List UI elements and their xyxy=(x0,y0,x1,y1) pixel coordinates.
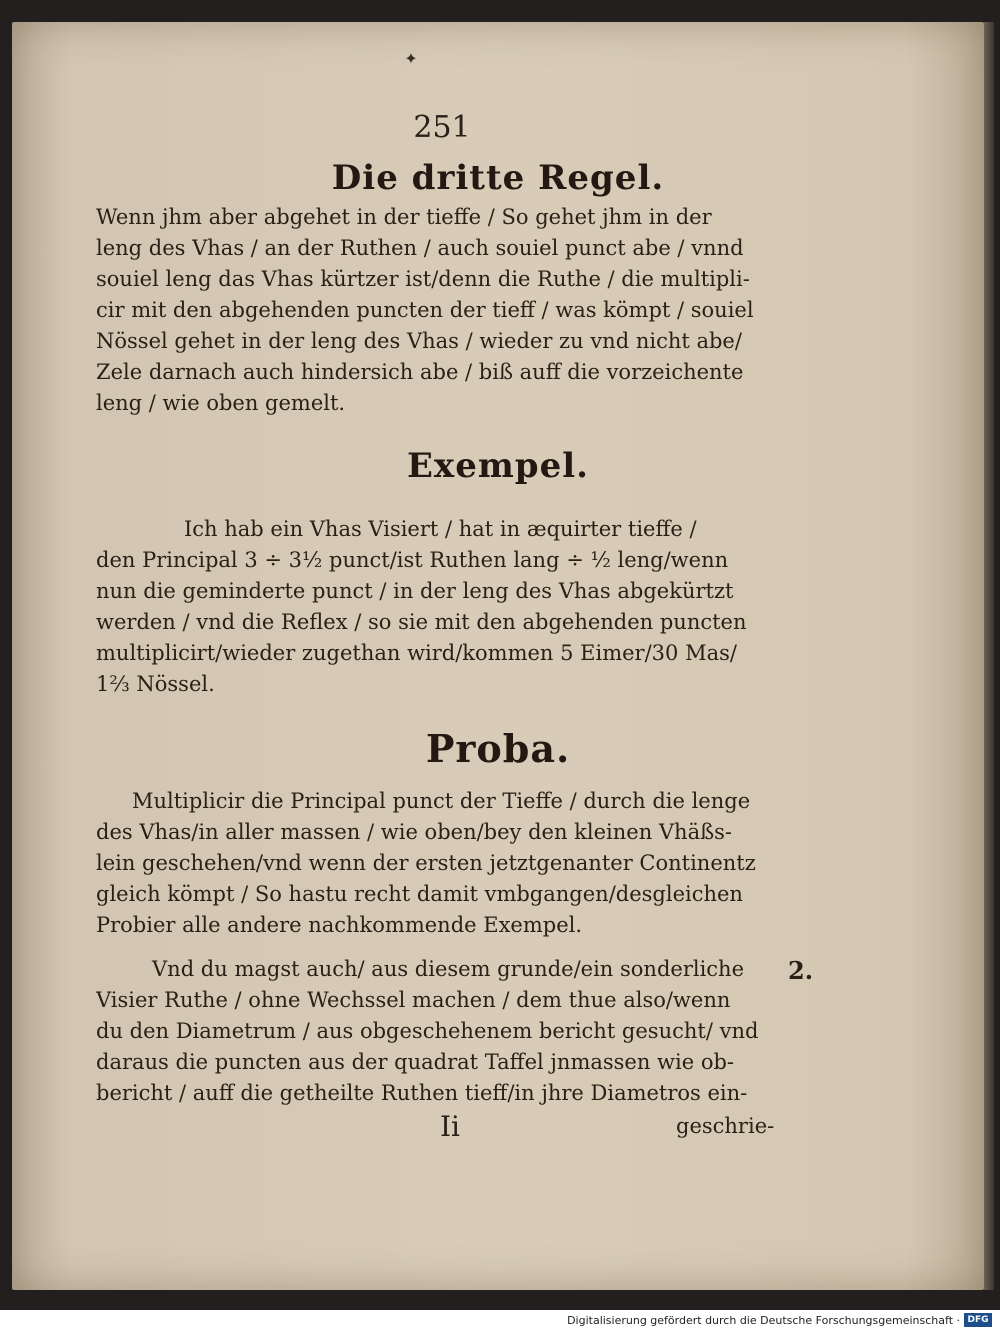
page-number: 251 xyxy=(413,110,471,145)
footer-credit: Digitalisierung gefördert durch die Deutsche Forschungsgemeinschaft · xyxy=(567,1314,960,1327)
catchword: geschrie- xyxy=(676,1114,775,1138)
text-line: Visier Ruthe / ohne Wechssel machen / dem thue also/wenn xyxy=(96,988,731,1012)
text-line: cir mit den abgehenden puncten der tieff / was kömpt / souiel xyxy=(96,298,754,322)
text-line: souiel leng das Vhas kürtzer ist/denn die Ruthe / die multipli- xyxy=(96,267,750,291)
heading-exempel: Exempel. xyxy=(407,446,589,486)
paragraph-1 xyxy=(96,202,776,419)
text-line: 1⅔ Nössel. xyxy=(96,672,215,696)
text-line: nun die geminderte punct / in der leng des Vhas abgekürtzt xyxy=(96,579,734,603)
dfg-logo-icon: DFG xyxy=(964,1313,992,1327)
text-line: werden / vnd die Reflex / so sie mit den abgehenden puncten xyxy=(96,610,747,634)
text-line: den Principal 3 ÷ 3½ punct/ist Ruthen lang ÷ ½ leng/wenn xyxy=(96,548,729,572)
text-line: leng des Vhas / an der Ruthen / auch souiel punct abe / vnnd xyxy=(96,236,744,260)
heading-proba: Proba. xyxy=(425,726,571,771)
page-edge xyxy=(984,22,994,1290)
text-line: lein geschehen/vnd wenn der ersten jetztgenanter Continentz xyxy=(96,851,756,875)
text-line: Zele darnach auch hindersich abe / biß auff die vorzeichente xyxy=(96,360,744,384)
text-line: leng / wie oben gemelt. xyxy=(96,391,346,415)
signature-mark: Ii xyxy=(440,1110,461,1143)
text-line: Multiplicir die Principal punct der Tieffe / durch die lenge xyxy=(132,789,751,813)
text-line: Nössel gehet in der leng des Vhas / wieder zu vnd nicht abe/ xyxy=(96,329,742,353)
text-line: bericht / auff die getheilte Ruthen tieff/in jhre Diametros ein- xyxy=(96,1081,748,1105)
text-line: Probier alle andere nachkommende Exempel. xyxy=(96,913,583,937)
paragraph-4 xyxy=(96,954,776,1109)
margin-number: 2. xyxy=(788,956,814,985)
text-line: daraus die puncten aus der quadrat Taffel jnmassen wie ob- xyxy=(96,1050,735,1074)
paragraph-3 xyxy=(96,786,776,941)
text-line: Wenn jhm aber abgehet in der tieffe / So gehet jhm in der xyxy=(96,205,712,229)
text-line: des Vhas/in aller massen / wie oben/bey den kleinen Vhäßs- xyxy=(96,820,732,844)
ornament-icon: ✦ xyxy=(404,49,418,68)
text-line: gleich kömpt / So hastu recht damit vmbgangen/desgleichen xyxy=(96,882,743,906)
text-line: du den Diametrum / aus obgeschehenem bericht gesucht/ vnd xyxy=(96,1019,759,1043)
paragraph-2 xyxy=(96,514,776,700)
text-line: Vnd du magst auch/ aus diesem grunde/ein sonderliche xyxy=(152,957,744,981)
text-line: multiplicirt/wieder zugethan wird/kommen 5 Eimer/30 Mas/ xyxy=(96,641,737,665)
heading-die-dritte-regel: Die dritte Regel. xyxy=(331,158,665,198)
text-line: Ich hab ein Vhas Visiert / hat in æquirter tieffe / xyxy=(184,517,697,541)
